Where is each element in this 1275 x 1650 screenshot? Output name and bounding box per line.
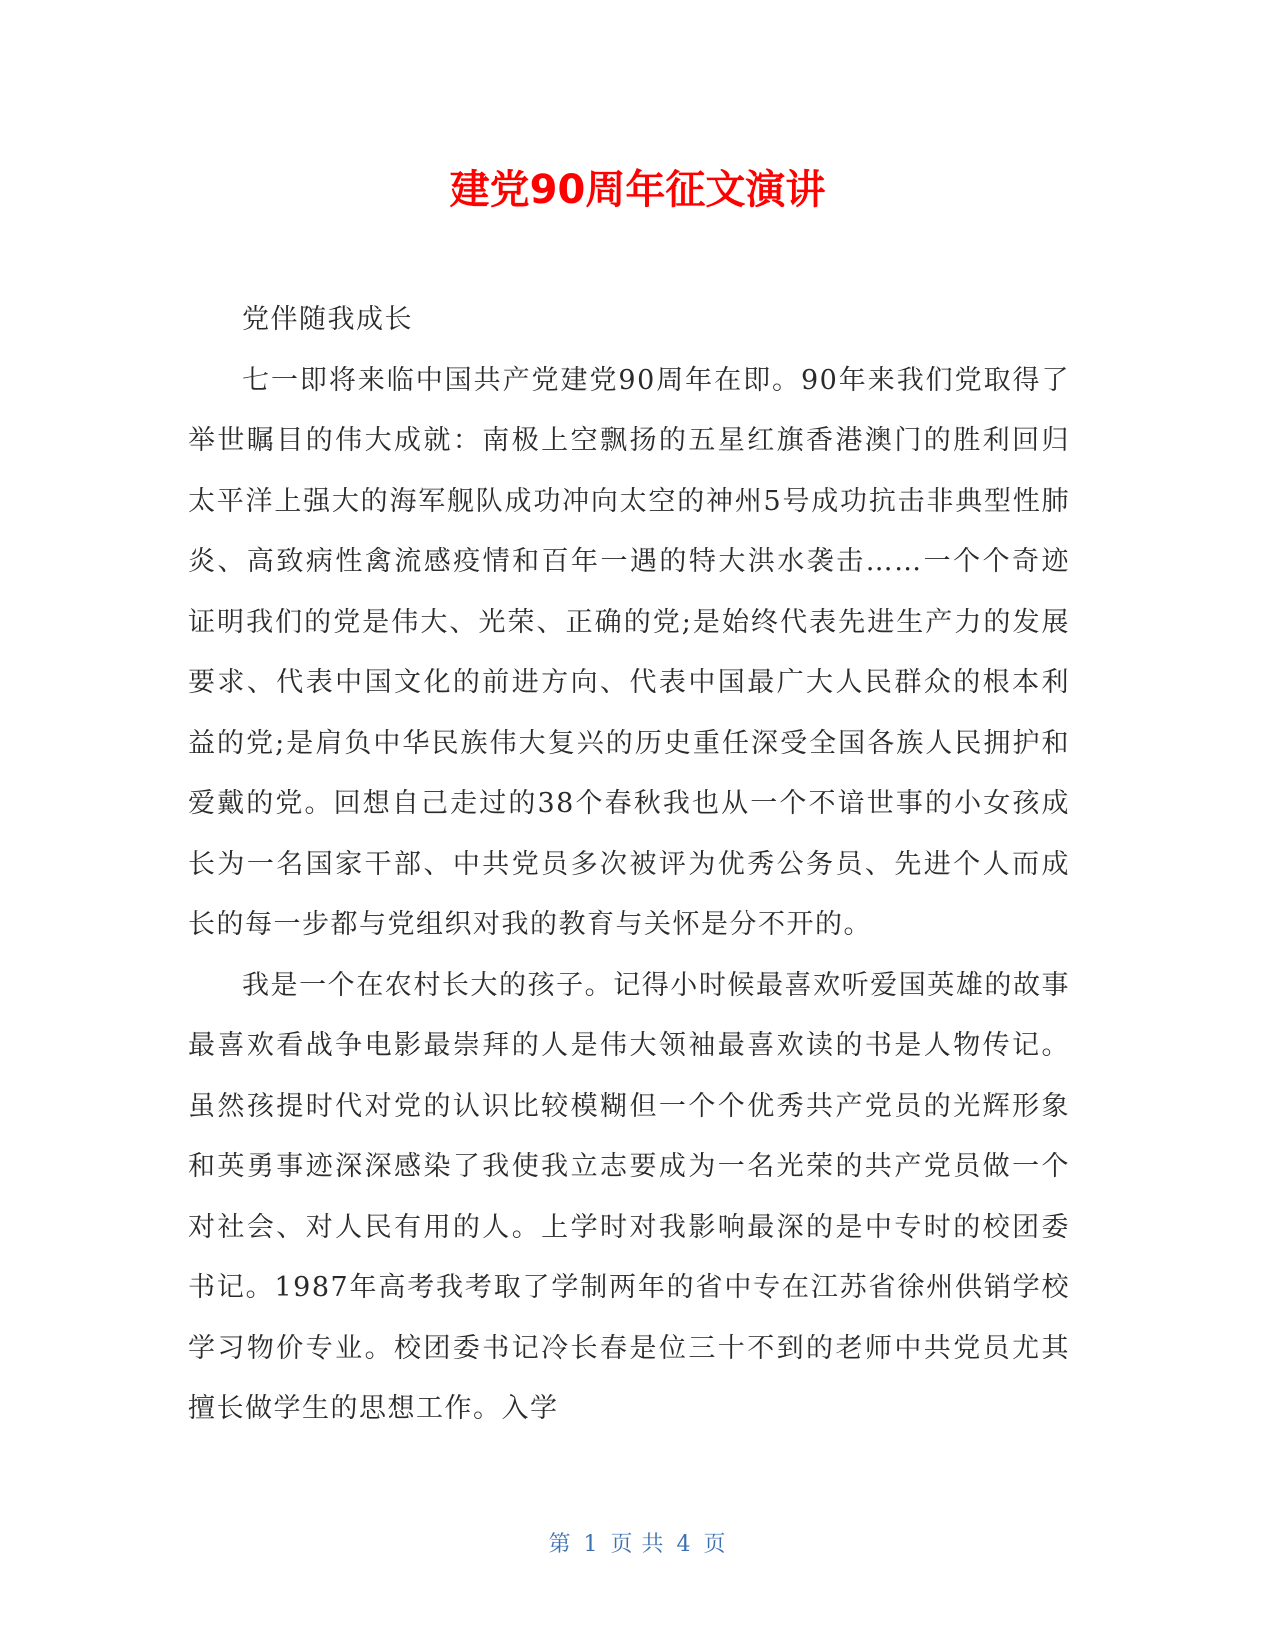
footer-prefix: 第 [548, 1532, 572, 1557]
footer-total-pages: 4 [676, 1532, 692, 1557]
document-body [188, 290, 1070, 1440]
paragraph: 七一即将来临中国共产党建党90周年在即。90年来我们党取得了举世瞩目的伟大成就：南极上空飘扬的五星红旗香港澳门的胜利回归太平洋上强大的海军舰队成功冲向太空的神州5号成功抗击非典型性肺炎、高致病性禽流感疫情和百年一遇的特大洪水袭击……一个个奇迹证明我们的党是伟大、光荣、正确的党;是始终代表先进生产力的发展要求、代表中国文化的前进方向、代表中国最广大人民群众的根本利益的党;是肩负中华民族伟大复兴的历史重任深受全国各族人民拥护和爱戴的党。回想自己走过的38个春秋我也从一个不谙世事的小女孩成长为一名国家干部、中共党员多次被评为优秀公务员、先进个人而成长的每一步都与党组织对我的教育与关怀是分不开的。 [188, 364, 1070, 940]
paragraph-subtitle: 党伴随我成长 [242, 304, 413, 335]
paragraph: 我是一个在农村长大的孩子。记得小时候最喜欢听爱国英雄的故事最喜欢看战争电影最崇拜的人是伟大领袖最喜欢读的书是人物传记。虽然孩提时代对党的认识比较模糊但一个个优秀共产党员的光辉形象和英勇事迹深深感染了我使我立志要成为一名光荣的共产党员做一个对社会、对人民有用的人。上学时对我影响最深的是中专时的校团委书记。1987年高考我考取了学制两年的省中专在江苏省徐州供销学校学习物价专业。校团委书记冷长春是位三十不到的老师中共党员尤其擅长做学生的思想工作。入学 [188, 969, 1070, 1424]
footer-suffix: 页 [703, 1532, 727, 1557]
footer-current-page: 1 [583, 1532, 599, 1557]
page-footer [0, 1530, 1275, 1560]
document-title: 建党90周年征文演讲 [449, 167, 826, 213]
footer-mid: 页 共 [610, 1532, 665, 1557]
